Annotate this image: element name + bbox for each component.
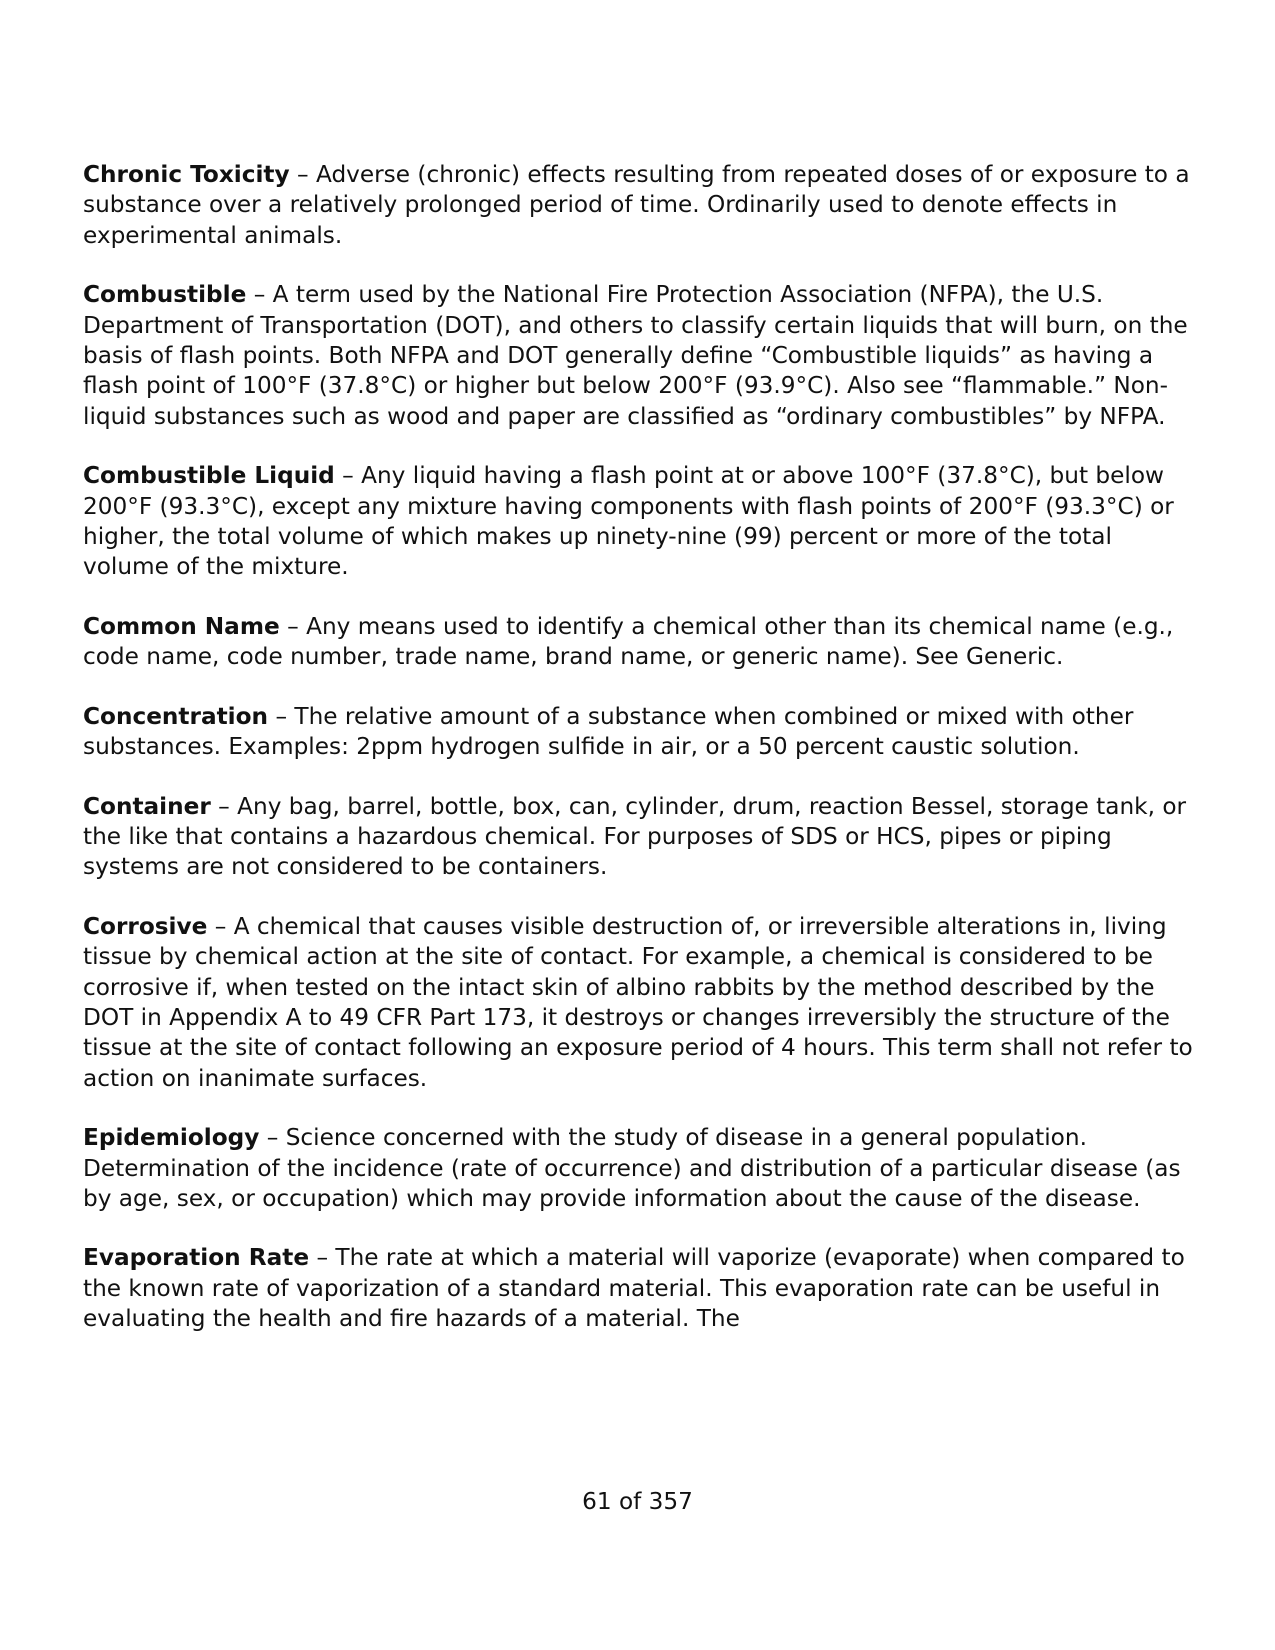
glossary-entry-combustible-liquid [83, 461, 1193, 583]
glossary-definition: Any bag, barrel, bottle, box, can, cylinder, drum, reaction Bessel, storage tank, or the like that contains a hazardous chemical. For purposes of SDS or HCS, pipes or piping systems are not considered to be containers. [83, 792, 1187, 881]
term-separator: – [246, 281, 273, 309]
glossary-term: Corrosive [83, 912, 208, 940]
glossary-definition: Adverse (chronic) effects resulting from repeated doses of or exposure to a substance over a relatively prolonged period of time. Ordinarily used to denote effects in experimental animals. [83, 161, 1190, 249]
glossary-definition: The rate at which a material will vaporize (evaporate) when compared to the known rate of vaporization of a standard material. This evaporation rate can be useful in evaluating the health and fire hazards of a material. The [83, 1244, 1185, 1333]
glossary-definition: A term used by the National Fire Protection Association (NFPA), the U.S. Department of Transportation (DOT), and others to classify certain liquids that will burn, on the basis of flash points. Both NFPA and DOT generally define “Combustible liquids” as having a flash point of 100°F (37.8°C) or higher but below 200°F (93.9°C). Also see “flammable.” Non-liquid substances such as wood and paper are classified as “ordinary combustibles” by NFPA. [83, 281, 1188, 430]
glossary-term: Container [83, 792, 211, 820]
glossary-definition: A chemical that causes visible destruction of, or irreversible alterations in, living tissue by chemical action at the site of contact. For example, a chemical is considered to be corrosive if, when tested on the intact skin of albino rabbits by the method described by the DOT in Appendix A to 49 CFR Part 173, it destroys or changes irreversibly the structure of the tissue at the site of contact following an exposure period of 4 hours. This term shall not refer to action on inanimate surfaces. [83, 912, 1193, 1092]
term-separator: – [334, 462, 362, 490]
glossary-entry-chronic-toxicity [83, 160, 1193, 251]
glossary-entry-combustible [83, 280, 1193, 432]
glossary-term: Chronic Toxicity [83, 161, 290, 188]
term-separator: – [259, 1124, 286, 1152]
term-separator: – [279, 612, 307, 640]
glossary-term: Epidemiology [83, 1124, 260, 1152]
term-separator: – [289, 161, 316, 188]
page-number: 61 of 357 [582, 1488, 693, 1515]
glossary-definition: Any means used to identify a chemical other than its chemical name (e.g., code name, code number, trade name, brand name, or generic name). See Generic. [83, 612, 1174, 671]
glossary-entry-epidemiology [83, 1123, 1193, 1214]
glossary-entry-evaporation-rate [83, 1243, 1193, 1334]
glossary-term: Evaporation Rate [83, 1244, 310, 1272]
glossary-definition: The relative amount of a substance when combined or mixed with other substances. Examples: 2ppm hydrogen sulfide in air, or a 50 percent caustic solution. [83, 702, 1134, 761]
term-separator: – [268, 702, 295, 730]
glossary-entry-container [83, 792, 1193, 883]
glossary-definition: Science concerned with the study of disease in a general population. Determination of the incidence (rate of occurrence) and distribution of a particular disease (as by age, sex, or occupation) which may provide information about the cause of the disease. [83, 1124, 1181, 1212]
glossary-entry-common-name [83, 612, 1193, 673]
term-separator: – [207, 912, 234, 940]
glossary-entry-concentration [83, 702, 1193, 763]
glossary-term: Common Name [83, 612, 280, 640]
glossary-entry-corrosive [83, 912, 1193, 1094]
glossary-page [83, 160, 1193, 1364]
glossary-definition: Any liquid having a flash point at or above 100°F (37.8°C), but below 200°F (93.3°C), except any mixture having components with flash points of 200°F (93.3°C) or higher, the total volume of which makes up ninety-nine (99) percent or more of the total volume of the mixture. [83, 462, 1174, 581]
glossary-term: Combustible [83, 281, 247, 309]
term-separator: – [309, 1244, 336, 1272]
glossary-term: Concentration [83, 702, 269, 730]
term-separator: – [210, 792, 238, 820]
glossary-term: Combustible Liquid [83, 462, 335, 490]
